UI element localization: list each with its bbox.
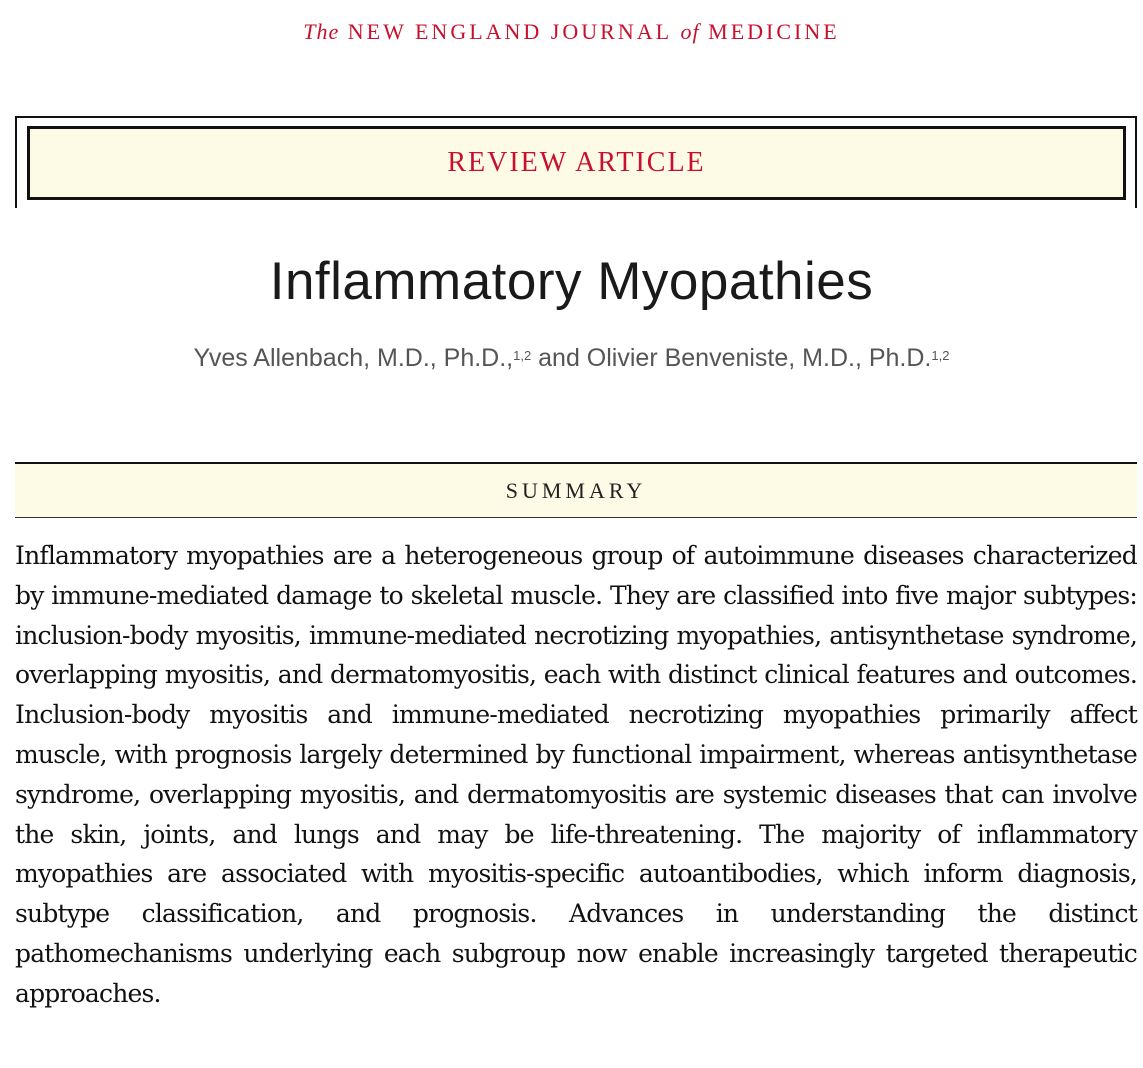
summary-header-bar — [15, 462, 1137, 518]
author-1-affiliation: 1,2 — [513, 348, 532, 363]
journal-masthead — [0, 18, 1143, 46]
author-1: Yves Allenbach, M.D., Ph.D., — [193, 344, 514, 372]
author-2-affiliation: 1,2 — [931, 348, 950, 363]
journal-name-part2: MEDICINE — [708, 19, 840, 44]
summary-text: Inflammatory myopathies are a heterogeneous group of autoimmune diseases characterized by immune-mediated damage to skeletal muscle. They are classified into five major subtypes: inclusion-body myositis, immune-mediated necrotizing myopathies, antisynthetase syndrome, overlapping myositis, and dermatomyositis, each with distinct clinical features and outcomes. Inclusion-body myositis and immune-mediated necrotizing myopathies primarily affect muscle, with prognosis largely determined by functional impairment, whereas antisynthetase syndrome, overlapping myositis, and dermatomyositis are systemic diseases that can involve the skin, joints, and lungs and may be life-threatening. The majority of inflammatory myopathies are associated with myositis-specific autoantibodies, which inform diagnosis, subtype classification, and prognosis. Advances in understanding the distinct pathomechanisms underlying each subgroup now enable increasingly targeted therapeutic approaches. — [15, 541, 1137, 1008]
journal-name-part1: NEW ENGLAND JOURNAL — [347, 19, 673, 44]
author-line — [0, 340, 1143, 376]
article-title: Inflammatory Myopathies — [269, 252, 874, 311]
journal-of: of — [680, 19, 700, 44]
author-2: and Olivier Benveniste, M.D., Ph.D. — [531, 344, 932, 372]
article-type-label: REVIEW ARTICLE — [447, 147, 706, 178]
journal-the: The — [303, 19, 340, 44]
article-type-banner — [27, 126, 1126, 200]
summary-heading: SUMMARY — [505, 477, 647, 503]
